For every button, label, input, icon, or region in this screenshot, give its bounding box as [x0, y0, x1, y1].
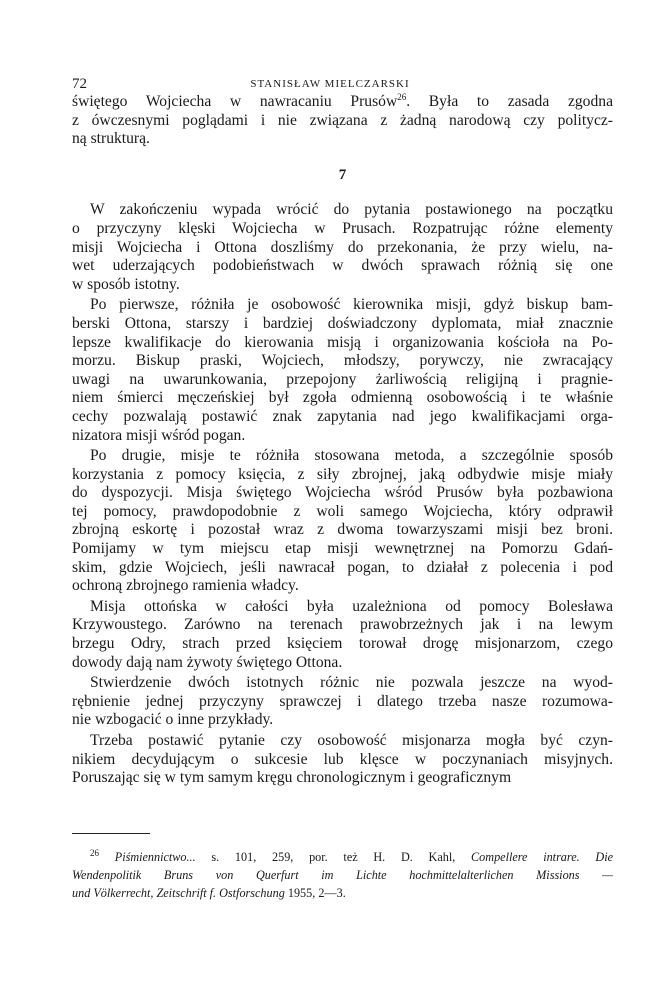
text-line: ochroną zbrojnego ramienia władcy.	[72, 577, 299, 595]
text-line: o przyczyny klęski Wojciecha w Prusach. Rozpatrując różne elementy	[72, 219, 613, 237]
text-line: Trzeba postawić pytanie czy osobowość misjonarza mogła być czyn-	[90, 732, 613, 749]
footnote	[72, 848, 613, 902]
text-line: skim, gdzie Wojciech, jeśli nawracał pogan, to działał z polecenia i pod	[72, 558, 613, 576]
text-line: korzystania z pomocy księcia, z siły zbrojnej, jaką odbydwie misje miały	[72, 465, 613, 483]
text-line: Wendenpolitik Bruns von Querfurt im Lichte hochmittelalterlichen Missions —	[72, 868, 613, 882]
paragraph-7	[72, 732, 613, 788]
text-line: misji Wojciecha i Ottona doszliśmy do przekonania, że przy wielu, na-	[72, 238, 613, 256]
footnote-number: 26	[90, 847, 99, 858]
text-line: uwagi na uwarunkowania, przepojony żarliwością religijną i pragnie-	[72, 370, 613, 388]
paragraph-3	[72, 296, 613, 445]
text-line: Stwierdzenie dwóch istotnych różnic nie pozwala jeszcze na wyod-	[90, 674, 613, 692]
paragraph-1	[72, 93, 613, 149]
section-number: 7	[338, 166, 347, 183]
text-line: Po pierwsze, różniła je osobowość kierownika misji, gdyż biskup bam-	[90, 296, 613, 314]
text-line: lepsze kwalifikacje do kierowania misją i organizowania kościoła na Po-	[72, 333, 613, 351]
text-line: nizatora misji wśród pogan.	[72, 426, 246, 444]
text-line: Poruszając się w tym samym kręgu chronologicznym i geograficznym	[72, 769, 512, 787]
text-line: nikiem decydującym o sukcesie lub klęsce w poczynaniach misyjnych.	[72, 750, 613, 768]
text-line: wet uderzających podobieństwach w dwóch sprawach różnią się one	[72, 257, 613, 275]
text-line: brzegu Odry, strach przed księciem torował drogę misjonarzom, czego	[72, 635, 613, 653]
text-line: rębnienie jednej przyczyny sprawczej i dlatego trzeba nasze rozumowa-	[72, 692, 613, 710]
body-text	[72, 93, 613, 790]
text-line: świętego Wojciecha w nawracaniu Prusów$^{26}$. Była to zasada zgodna	[72, 91, 613, 110]
text-line: nie wzbogacić o inne przykłady.	[72, 711, 274, 729]
footnote-ref[interactable]: 26	[397, 91, 407, 102]
text-line: Pomijamy w tym miejscu etap misji wewnętrznej na Pomorzu Gdań-	[72, 540, 613, 558]
text-line: berski Ottona, starszy i bardziej doświadczony dyplomata, miał znacznie	[72, 314, 613, 332]
text-line: do dyspozycji. Misja świętego Wojciecha wśród Prusów była pozbawiona	[72, 484, 613, 502]
text-line: Krzywoustego. Zarówno na terenach prawobrzeżnych jak i na lewym	[72, 616, 613, 634]
text-line: tej pomocy, prawdopodobnie z woli samego Wojciecha, który odprawił	[72, 502, 613, 520]
text-line: dowody dają nam żywoty świętego Ottona.	[72, 653, 343, 671]
text-line: z ówczesnymi poglądami i nie związana z żadną narodową czy politycz-	[72, 111, 613, 129]
page-number: 72	[72, 76, 87, 92]
paragraph-4	[72, 447, 613, 596]
text-line: W zakończeniu wypada wrócić do pytania postawionego na początku	[90, 201, 613, 219]
text-line: und Völkerrecht, Zeitschrift f. Ostforschung 1955, 2—3.	[72, 886, 346, 900]
text-line: w sposób istotny.	[72, 275, 180, 293]
text-line: Misja ottońska w całości była uzależniona od pomocy Bolesława	[90, 597, 613, 615]
paragraph-2	[72, 201, 613, 294]
text-line: cechy pozwalają postawić znak zapytania nad jego kwalifikacjami orga-	[72, 407, 613, 425]
text-line: zbrojną eskortę i pozostał wraz z dwoma towarzyszami misji bez broni.	[72, 521, 613, 539]
running-title: STANISŁAW MIELCZARSKI	[250, 78, 410, 90]
text-line: morzu. Biskup praski, Wojciech, młodszy, porywczy, nie zwracający	[72, 352, 613, 370]
text-line: niem śmierci męczeńskiej był zgoła odmienną osobowością i te właśnie	[72, 389, 613, 407]
text-line: Po drugie, misje te różniła stosowana metoda, a szczególnie sposób	[90, 447, 613, 465]
footnote-divider	[72, 833, 150, 834]
text-line: $^{26}$ Piśmiennictwo... s. 101, 259, por. też H. D. Kahl, Compellere intrare. Die	[90, 847, 613, 864]
text-line: ną strukturą.	[72, 130, 150, 148]
paragraph-5	[72, 598, 613, 672]
paragraph-6	[72, 674, 613, 730]
